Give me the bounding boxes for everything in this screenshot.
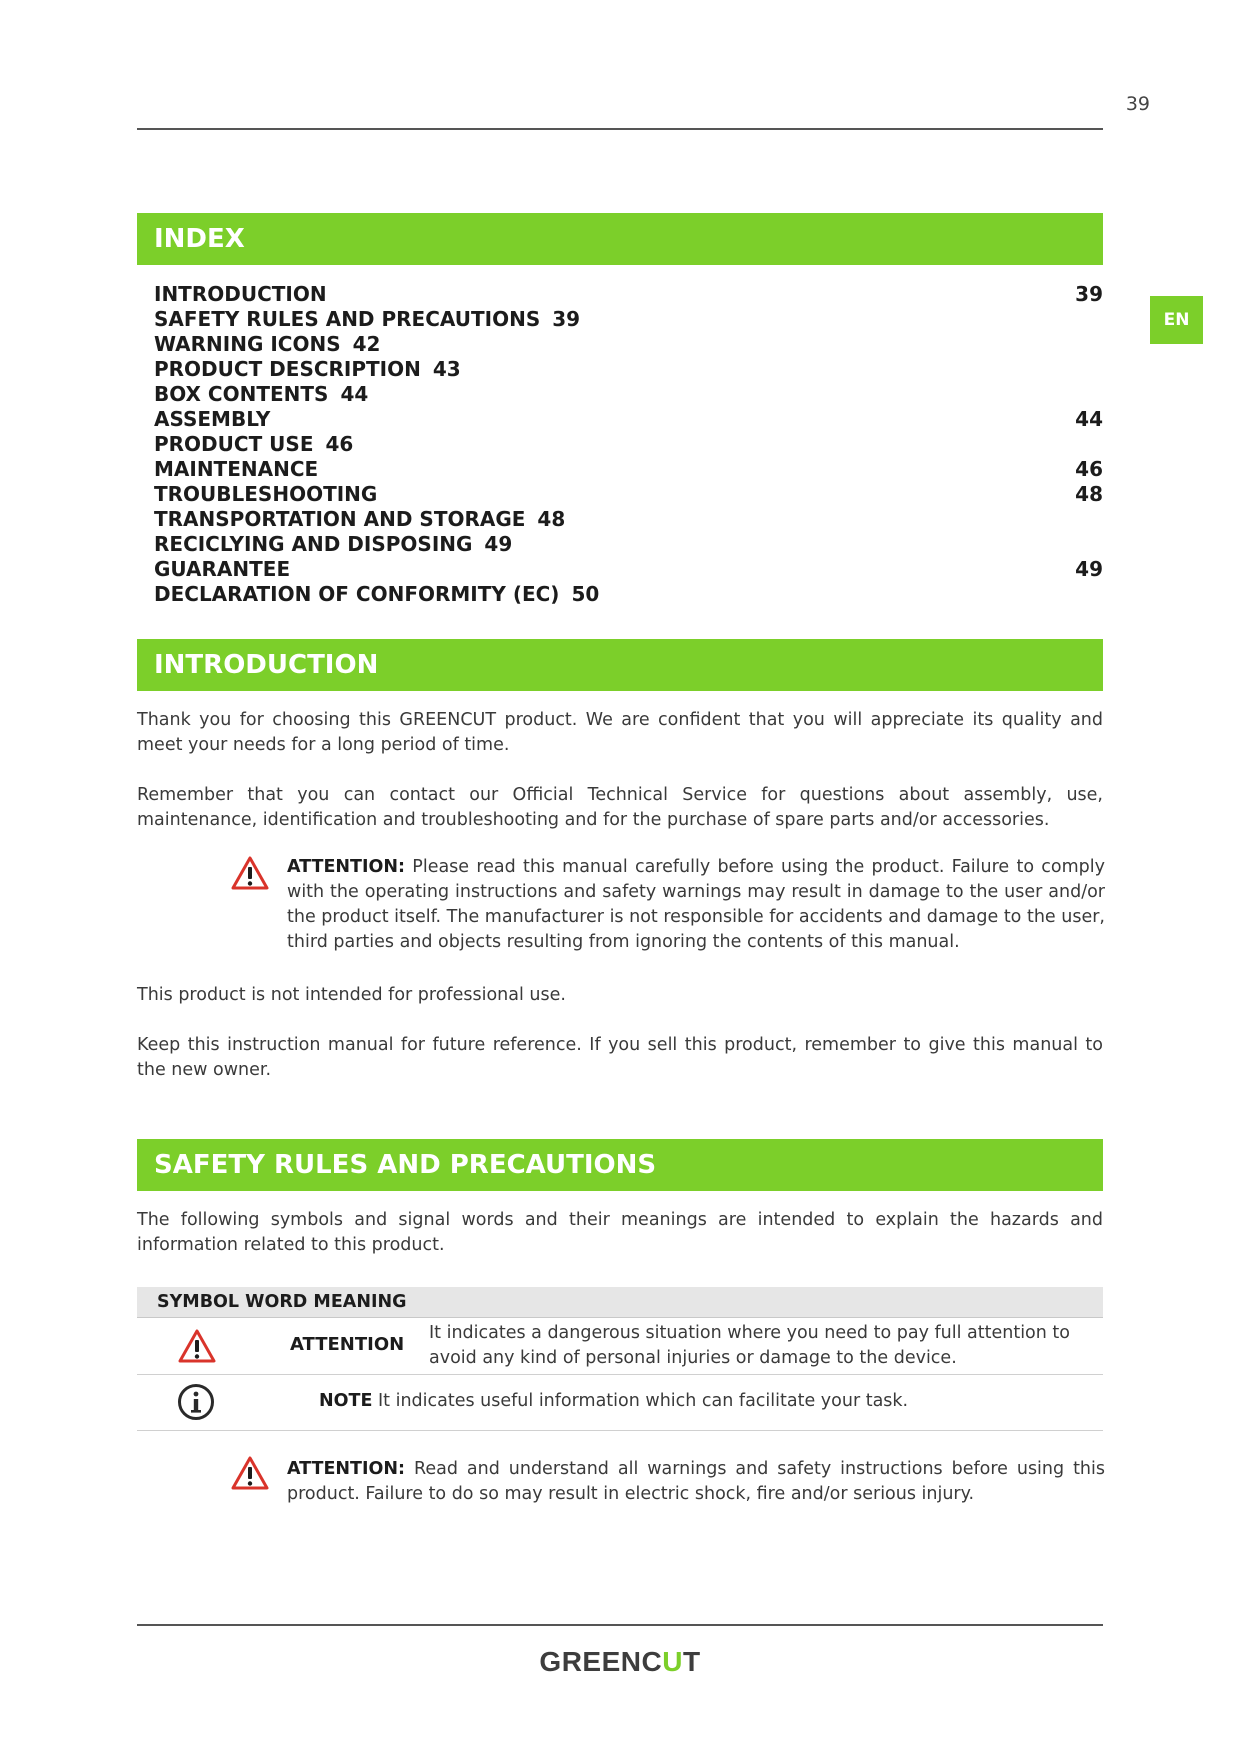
toc-entry-declaration (154, 582, 1103, 607)
table-of-contents (154, 282, 1103, 607)
toc-entry-title: WARNING ICONS (154, 332, 341, 356)
safety-attention-note (230, 1455, 1105, 1507)
toc-entry-page: 46 (1075, 457, 1103, 481)
toc-entry-title: TROUBLESHOOTING (154, 482, 378, 506)
toc-entry-page: 39 (1075, 282, 1103, 306)
toc-entry-title: MAINTENANCE (154, 457, 319, 481)
toc-entry-warning-icons (154, 332, 1103, 357)
toc-entry-safety-rules (154, 307, 1103, 332)
toc-entry-page: 44 (1075, 407, 1103, 431)
symbol-word: NOTE (319, 1391, 373, 1411)
toc-entry-maintenance (154, 457, 1103, 482)
toc-entry-title: PRODUCT DESCRIPTION (154, 357, 421, 381)
warning-triangle-icon (230, 855, 270, 891)
toc-entry-page: 44 (340, 382, 369, 406)
toc-entry-page: 48 (1075, 482, 1103, 506)
toc-entry-product-use (154, 432, 1103, 457)
symbol-word: ATTENTION (290, 1334, 405, 1355)
toc-entry-introduction (154, 282, 1103, 307)
intro-attention-text (287, 855, 1105, 955)
intro-paragraph-service: Remember that you can contact our Official Technical Service for questions about assembly, use, maintenance, identification and troubleshooting and for the purchase of spare parts and/or accessories. (137, 785, 1103, 830)
toc-entry-page: 43 (432, 357, 461, 381)
footer-rule (137, 1624, 1103, 1626)
introduction-heading-bar: INTRODUCTION (137, 639, 1103, 691)
table-row (137, 1318, 1103, 1375)
symbol-note-line (319, 1389, 1089, 1414)
page-number: 39 (1125, 93, 1150, 115)
toc-entry-recycling (154, 532, 1103, 557)
intro-paragraph-non-professional: This product is not intended for professional use. (137, 985, 566, 1005)
symbol-meaning: It indicates a dangerous situation where you need to pay full attention to avoid any kind of personal injuries or damage to the device. (429, 1323, 1070, 1368)
index-heading-bar: INDEX (137, 213, 1103, 265)
warning-triangle-icon (230, 1455, 270, 1491)
intro-attention-note (230, 855, 1105, 957)
toc-entry-page: 39 (552, 307, 581, 331)
symbol-table-header: SYMBOL WORD MEANING (137, 1287, 1103, 1318)
safety-heading-bar: SAFETY RULES AND PRECAUTIONS (137, 1139, 1103, 1191)
toc-entry-title: BOX CONTENTS (154, 382, 329, 406)
attention-body: Read and understand all warnings and safety instructions before using this product. Failure to do so may result in electric shock, fire and/or serious injury. (287, 1459, 1105, 1504)
toc-entry-page: 49 (484, 532, 513, 556)
logo-text-end: T (682, 1646, 701, 1677)
attention-label: ATTENTION: (287, 1459, 406, 1479)
logo-text-accent: U (662, 1646, 683, 1677)
attention-label: ATTENTION: (287, 857, 406, 877)
language-tab: EN (1150, 296, 1203, 344)
symbol-meaning-table (137, 1287, 1103, 1431)
table-row (137, 1375, 1103, 1431)
safety-attention-text (287, 1457, 1105, 1507)
info-circle-icon (177, 1383, 215, 1421)
safety-intro-paragraph: The following symbols and signal words and their meanings are intended to explain the hazards and information related to this product. (137, 1210, 1103, 1255)
intro-paragraph-keep-manual: Keep this instruction manual for future reference. If you sell this product, remember to give this manual to the new owner. (137, 1035, 1103, 1080)
attention-body: Please read this manual carefully before using the product. Failure to comply with the operating instructions and safety warnings may result in damage to the user and/or the product itself. The manufacturer is not responsible for accidents and damage to the user, third parties and objects resulting from ignoring the contents of this manual. (287, 857, 1105, 952)
toc-entry-transportation (154, 507, 1103, 532)
toc-entry-guarantee (154, 557, 1103, 582)
toc-entry-page: 50 (571, 582, 600, 606)
toc-entry-title: RECICLYING AND DISPOSING (154, 532, 473, 556)
toc-entry-page: 49 (1075, 557, 1103, 581)
logo-text-start: GREENC (539, 1646, 663, 1677)
toc-entry-page: 48 (537, 507, 566, 531)
symbol-meaning: It indicates useful information which can facilitate your task. (378, 1391, 909, 1411)
toc-entry-title: PRODUCT USE (154, 432, 314, 456)
toc-entry-title: DECLARATION OF CONFORMITY (EC) (154, 582, 560, 606)
toc-entry-title: SAFETY RULES AND PRECAUTIONS (154, 307, 541, 331)
toc-entry-page: 42 (352, 332, 381, 356)
toc-entry-title: GUARANTEE (154, 557, 291, 581)
toc-entry-troubleshooting (154, 482, 1103, 507)
toc-entry-title: TRANSPORTATION AND STORAGE (154, 507, 526, 531)
toc-entry-page: 46 (325, 432, 354, 456)
warning-triangle-icon (177, 1328, 217, 1364)
toc-entry-product-description (154, 357, 1103, 382)
intro-paragraph-thanks: Thank you for choosing this GREENCUT product. We are confident that you will appreciate its quality and meet your needs for a long period of time. (137, 710, 1103, 755)
greencut-logo (470, 1646, 770, 1678)
toc-entry-title: ASSEMBLY (154, 407, 271, 431)
toc-entry-title: INTRODUCTION (154, 282, 327, 306)
toc-entry-box-contents (154, 382, 1103, 407)
toc-entry-assembly (154, 407, 1103, 432)
header-rule (137, 128, 1103, 130)
